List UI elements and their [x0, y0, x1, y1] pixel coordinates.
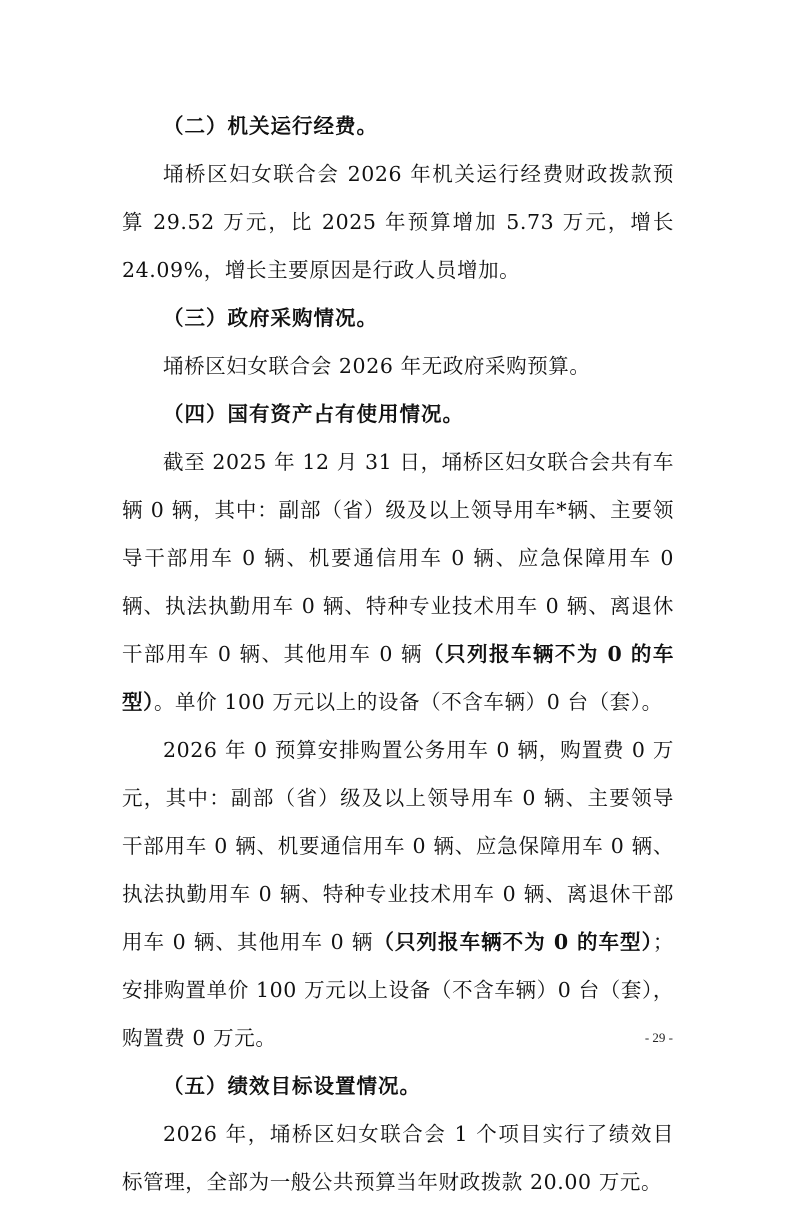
- vehicle-purchase-equipment-text: ；安排购置单价 100 万元以上设备（不含车辆）0 台（套），购置费 0 万元。: [122, 930, 674, 1050]
- paragraph-vehicles-held: [122, 438, 674, 726]
- section-heading-performance-targets: （五）绩效目标设置情况。: [163, 1074, 421, 1098]
- paragraph-vehicle-purchase-plan: [122, 726, 674, 1062]
- page-number: - 29 -: [644, 1030, 673, 1045]
- section-heading-government-procurement: （三）政府采购情况。: [163, 306, 378, 330]
- vehicles-held-equipment-text: 。单价 100 万元以上的设备（不含车辆）0 台（套）。: [153, 690, 663, 714]
- section-heading-state-assets: （四）国有资产占有使用情况。: [163, 402, 464, 426]
- vehicles-held-text: 截至 2025 年 12 月 31 日，埇桥区妇女联合会共有车辆 0 辆，其中：副部（省）级及以上领导用车*辆、主要领导干部用车 0 辆、机要通信用车 0 辆、应急保障用车 0 辆、执法执勤用车 0 辆、特种专业技术用车 0 辆、离退休干部用车 0 辆、其他用车 0 辆: [122, 450, 674, 666]
- vehicles-held-note: （只列报车辆不为 0 的车型）: [122, 642, 674, 714]
- paragraph-government-procurement: 埇桥区妇女联合会 2026 年无政府采购预算。: [163, 354, 591, 378]
- section-heading-operating-expenses: （二）机关运行经费。: [163, 114, 378, 138]
- vehicle-purchase-text: 2026 年 0 预算安排购置公务用车 0 辆，购置费 0 万元，其中：副部（省）级及以上领导用车 0 辆、主要领导干部用车 0 辆、机要通信用车 0 辆、应急保障用车 0 辆、执法执勤用车 0 辆、特种专业技术用车 0 辆、离退休干部用车 0 辆、其他用车 0 辆: [122, 738, 674, 954]
- paragraph-operating-expenses: 埇桥区妇女联合会 2026 年机关运行经费财政拨款预算 29.52 万元，比 2025 年预算增加 5.73 万元，增长 24.09%，增长主要原因是行政人员增加。: [122, 162, 674, 282]
- paragraph-performance-targets: 2026 年，埇桥区妇女联合会 1 个项目实行了绩效目标管理，全部为一般公共预算当年财政拨款 20.00 万元。: [122, 1122, 674, 1194]
- vehicle-purchase-note: （只列报车辆不为 0 的车型）: [373, 930, 653, 954]
- document-body: [122, 102, 674, 1206]
